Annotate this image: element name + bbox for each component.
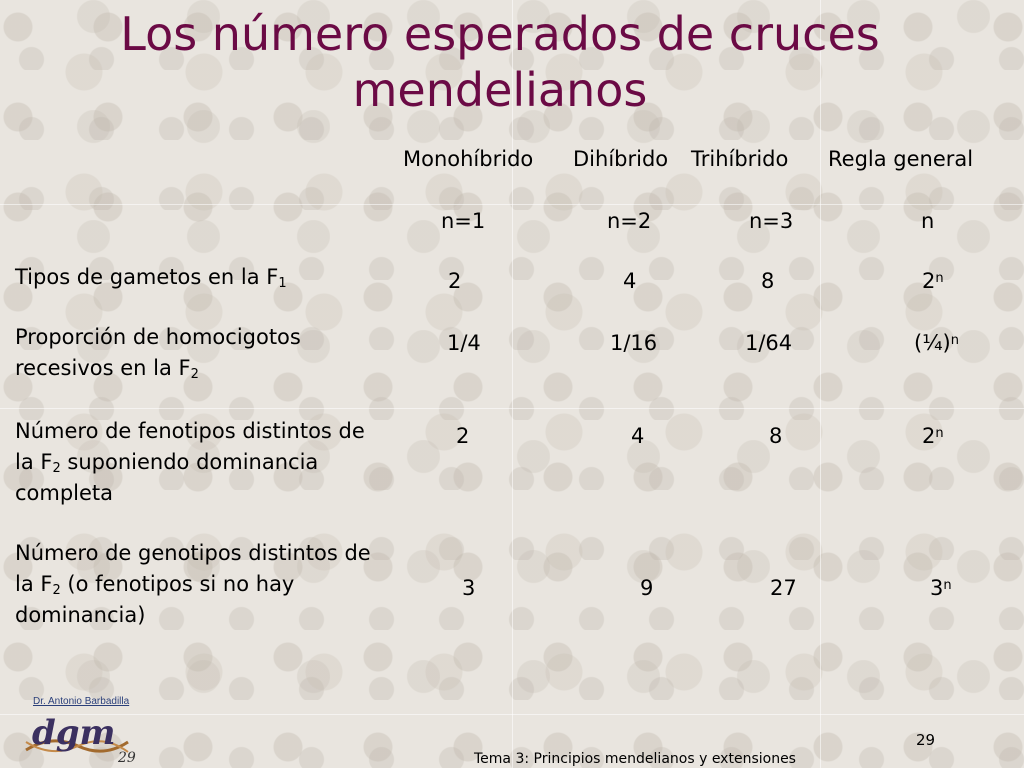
value-fenotipos-mono: 2 [456,424,470,448]
background-grid-line [0,204,1024,205]
row-label-homocigotos: Proporción de homocigotos recesivos en la $F_2$ [15,325,301,382]
row-label-genotipos: Número de genotipos distintos de la $F_2$ (o fenotipos si no hay dominancia) [15,541,371,627]
n-monohibrido: n=1 [441,209,486,233]
value-homocigotos-mono: 1/4 [447,331,481,355]
row-label-fenotipos: Número de fenotipos distintos de la $F_2$ suponiendo dominancia completa [15,419,365,505]
value-genotipos-general: 3$^n$ [930,576,952,600]
dgm-logo [22,712,132,762]
value-fenotipos-di: 4 [631,424,645,448]
value-homocigotos-general: (¼)$^n$ [914,331,959,355]
value-gametos-tri: 8 [761,269,775,293]
slide-title-line-2: mendelianos [352,63,648,117]
value-genotipos-mono: 3 [462,576,476,600]
value-homocigotos-di: 1/16 [610,331,658,355]
page-number: 29 [916,731,936,749]
value-genotipos-di: 9 [640,576,654,600]
header-monohibrido: Monohíbrido [403,147,534,171]
n-trihibrido: n=3 [749,209,794,233]
logo-page-number: 29 [118,750,136,766]
value-homocigotos-tri: 1/64 [745,331,793,355]
header-trihibrido: Trihíbrido [691,147,789,171]
value-fenotipos-general: 2$^n$ [922,424,944,448]
slide-title-line-1: Los número esperados de cruces [120,7,880,61]
footer-text: Tema 3: Principios mendelianos y extensiones [474,751,796,767]
value-gametos-mono: 2 [448,269,462,293]
n-general: n [921,209,935,233]
value-fenotipos-tri: 8 [769,424,783,448]
row-label-gametos: Tipos de gametos en la $F_1$ [15,265,287,291]
header-regla-general: Regla general [828,147,974,171]
slide-title [0,6,1000,118]
background-grid-line [0,714,1024,715]
value-gametos-di: 4 [623,269,637,293]
value-genotipos-tri: 27 [770,576,797,600]
n-dihibrido: n=2 [607,209,652,233]
logo-text: dgm [32,713,116,753]
value-gametos-general: 2$^n$ [922,269,944,293]
header-dihibrido: Dihíbrido [573,147,669,171]
author-link[interactable]: Dr. Antonio Barbadilla [33,696,130,707]
background-grid-line [0,408,1024,409]
